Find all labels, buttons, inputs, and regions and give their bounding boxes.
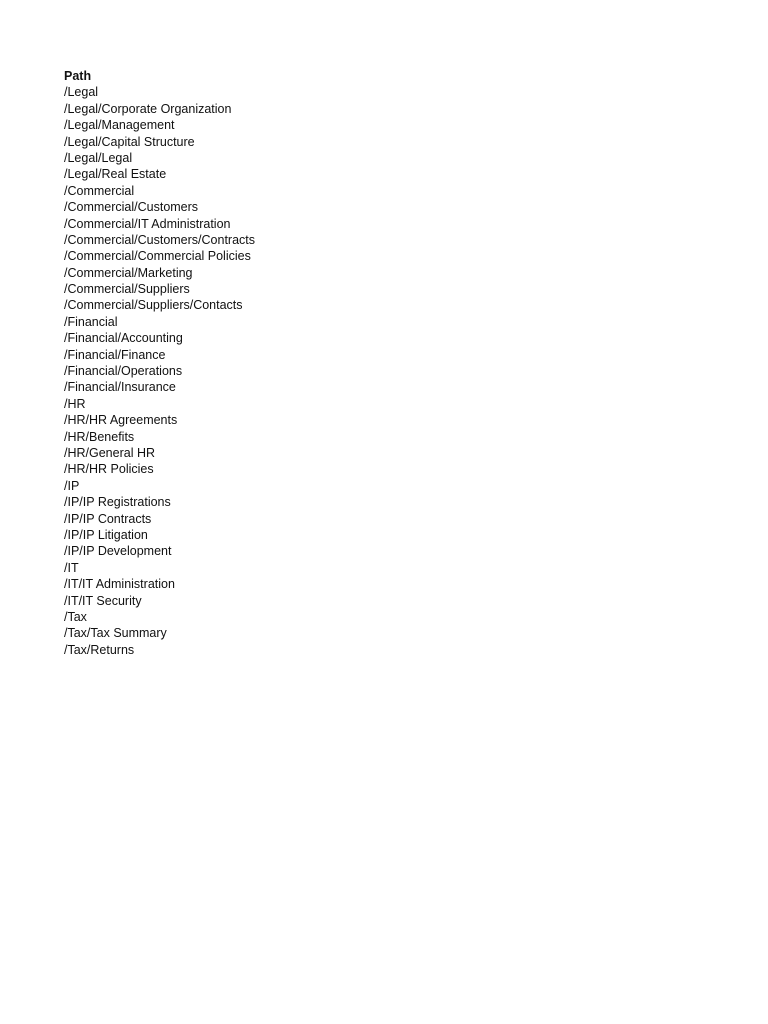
path-row: /IP/IP Registrations bbox=[64, 495, 171, 510]
path-row: /Legal/Real Estate bbox=[64, 167, 167, 182]
path-row: /Commercial/IT Administration bbox=[64, 216, 231, 231]
path-row: /Commercial/Customers bbox=[64, 200, 199, 215]
path-row: /Commercial/Customers/Contracts bbox=[64, 232, 256, 247]
path-list bbox=[64, 68, 255, 658]
path-row: /Legal/Corporate Organization bbox=[64, 101, 232, 116]
path-row: /IP/IP Development bbox=[64, 544, 172, 559]
path-row: /IP/IP Contracts bbox=[64, 511, 152, 526]
path-row: /Commercial/Suppliers/Contacts bbox=[64, 298, 243, 313]
path-row: /Financial bbox=[64, 314, 118, 329]
path-row: /IP/IP Litigation bbox=[64, 527, 148, 542]
path-row: /Tax/Returns bbox=[64, 642, 135, 657]
path-row: /Financial/Operations bbox=[64, 364, 183, 379]
path-row: /Financial/Finance bbox=[64, 347, 166, 362]
path-row: /IT bbox=[64, 560, 79, 575]
path-row: /Commercial/Marketing bbox=[64, 265, 193, 280]
path-row: /Legal bbox=[64, 85, 99, 100]
path-row: /HR/Benefits bbox=[64, 429, 135, 444]
column-header-path: Path bbox=[64, 69, 92, 83]
path-row: /IT/IT Administration bbox=[64, 577, 175, 592]
path-row: /Commercial/Commercial Policies bbox=[64, 249, 251, 264]
path-row: /IT/IT Security bbox=[64, 593, 142, 608]
path-row: /Commercial/Suppliers bbox=[64, 282, 190, 297]
path-row: /HR bbox=[64, 396, 86, 411]
path-row: /Tax/Tax Summary bbox=[64, 626, 167, 641]
path-row: /Financial/Accounting bbox=[64, 331, 183, 346]
path-row: /Legal/Capital Structure bbox=[64, 134, 195, 149]
path-row: /Legal/Legal bbox=[64, 150, 133, 165]
path-row: /IP bbox=[64, 478, 80, 493]
path-row: /Tax bbox=[64, 609, 87, 624]
path-row: /Financial/Insurance bbox=[64, 380, 176, 395]
path-row: /Legal/Management bbox=[64, 118, 175, 133]
path-row: /HR/HR Policies bbox=[64, 462, 154, 477]
path-row: /HR/HR Agreements bbox=[64, 413, 178, 428]
path-row: /Commercial bbox=[64, 183, 135, 198]
path-row: /HR/General HR bbox=[64, 445, 155, 460]
